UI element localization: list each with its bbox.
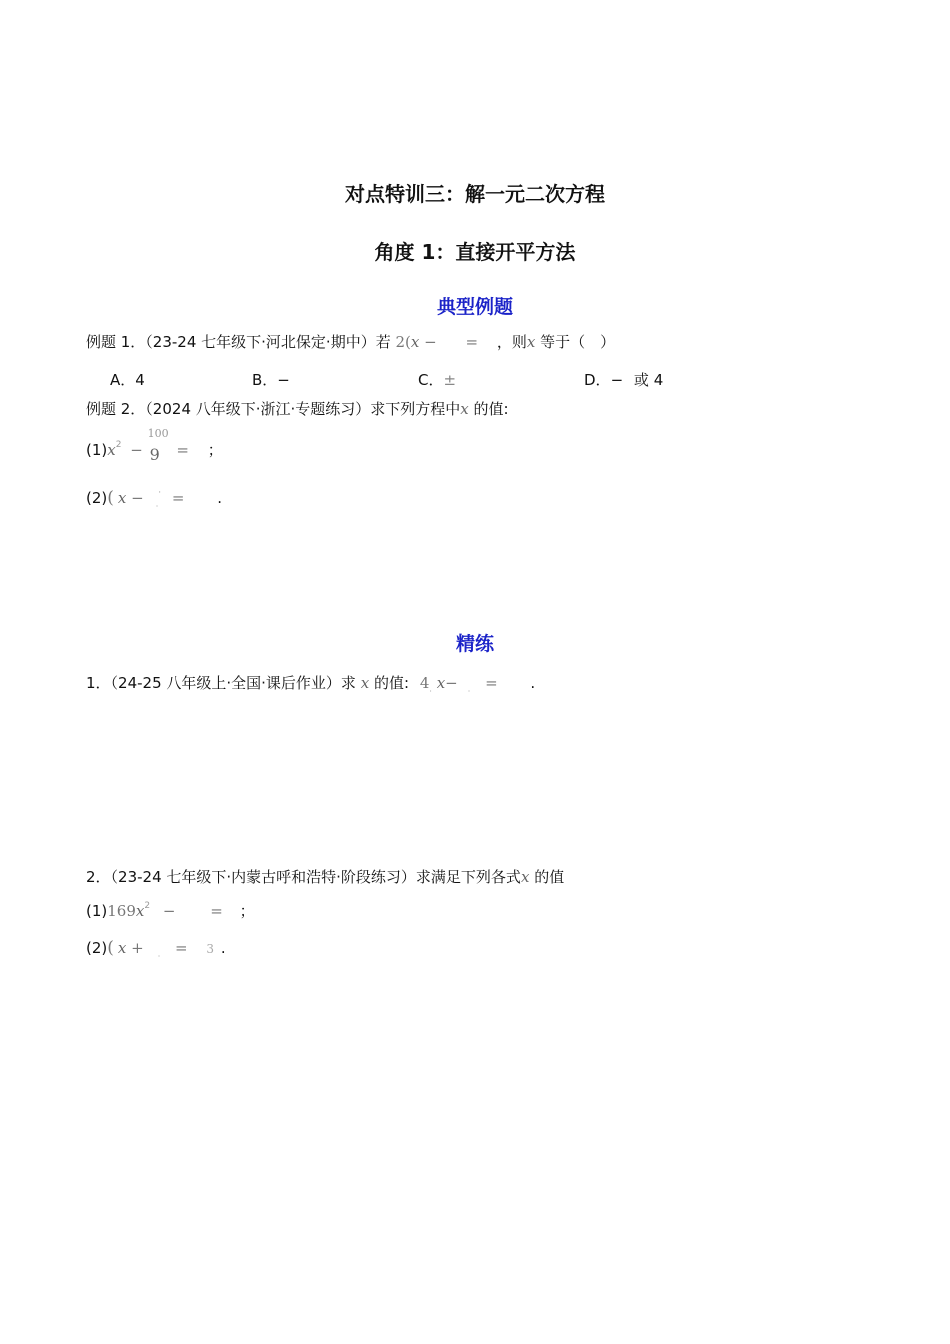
option-d-value: −: [610, 371, 624, 389]
q1-end: .: [530, 674, 536, 692]
q2-label: 2．（23-24 七年级下·内蒙古呼和浩特·阶段练习）求满足下列各式: [86, 868, 521, 886]
part-1-fraction: [147, 426, 170, 464]
option-d-tail: 或 4: [633, 371, 664, 389]
part-2-var: x: [117, 489, 127, 507]
part-1-number: (1): [86, 441, 108, 459]
q1-coef: 4: [419, 674, 430, 692]
example-2-tail: 的值:: [473, 400, 509, 418]
example-1-tail: 等于（ ）: [540, 333, 616, 351]
example-2-label: 例题 2．（2024 八年级下·浙江·专题练习）求下列方程中: [86, 400, 461, 418]
option-b-label: B．: [252, 371, 278, 389]
fraction-numerator: 100: [147, 426, 169, 440]
example-1-option-a: [110, 369, 145, 390]
section-heading-practice: 精练: [455, 633, 494, 655]
example-1-expr-minus: −: [424, 333, 437, 351]
practice-question-2: [86, 866, 564, 887]
option-c-value: ±: [443, 371, 457, 389]
option-c-label: C．: [418, 371, 444, 389]
option-b-value: −: [277, 371, 290, 389]
part-2-number: (2): [86, 489, 108, 507]
q1-label: 1．（24-25 八年级上·全国·课后作业）求: [86, 674, 356, 692]
q2-part-1-number: (1): [86, 902, 108, 920]
part-1-end: ；: [207, 441, 223, 459]
example-1-option-b: [252, 369, 290, 390]
q1-mid: 的值:: [373, 674, 410, 692]
q2-part-2-rhs: 3: [206, 942, 215, 956]
section-heading-examples: 典型例题: [436, 296, 513, 318]
q2-part-1-eq: =: [210, 902, 223, 920]
example-1-option-d: [584, 369, 663, 390]
example-1-expr-lead: 2(: [395, 333, 411, 351]
q2-part-2-plus: +: [131, 939, 144, 957]
q2-part-1-minus: −: [162, 902, 176, 920]
example-1-expr-eq: =: [465, 333, 479, 351]
q1-expr-minus: −: [445, 674, 458, 692]
part-2-eq: =: [171, 489, 185, 507]
q2-part-1: $(1)169x^2$ − = ；: [86, 901, 255, 920]
q2-tail: 的值: [534, 868, 565, 886]
q1-expr-var: x: [436, 674, 446, 692]
part-1-var: x: [107, 441, 116, 459]
option-a-value: 4: [135, 371, 145, 389]
q1-var: x: [360, 674, 370, 692]
q2-part-2-number: (2): [86, 939, 108, 957]
q2-part-2: (2)( x + $_\cdot$ = 3 .: [86, 938, 226, 961]
q2-part-2-paren: (: [107, 938, 114, 958]
example-1-question: [86, 331, 615, 352]
q2-var: x: [520, 868, 530, 886]
example-1-var: x: [526, 333, 536, 351]
q1-expr-eq: =: [485, 674, 498, 692]
q2-part-1-var: x: [135, 902, 145, 920]
part-2-minus: −: [131, 489, 144, 507]
page-title: 对点特训三：解一元二次方程: [345, 182, 605, 206]
example-2-var: x: [460, 400, 469, 418]
part-2-end: .: [217, 489, 223, 507]
q2-part-1-end: ；: [239, 902, 255, 920]
example-1-expr-var: x: [410, 333, 420, 351]
practice-question-1: 1．（24-25 八年级上·全国·课后作业）求 x 的值: $4_\cdot$ x− $_\cdot$ = .: [86, 674, 536, 696]
fraction-denominator: 9: [149, 444, 160, 464]
q2-part-1-coef: 169: [107, 902, 136, 920]
example-1-mid: ，则: [496, 333, 527, 351]
example-2-part-2: (2)( x − $_\cdot$· = .: [86, 488, 223, 511]
part-1-eq: =: [176, 441, 189, 459]
q2-part-2-eq: =: [175, 939, 188, 957]
example-1-label: 例题 1．（23-24 七年级下·河北保定·期中）若: [86, 333, 391, 351]
option-a-label: A．: [110, 371, 136, 389]
example-2-question: [86, 398, 509, 419]
option-d-label: D．: [584, 371, 611, 389]
example-2-part-1: $(1)x^2$ − 100 9 = ；: [86, 426, 223, 464]
part-1-minus: −: [130, 441, 143, 459]
part-2-paren: (: [107, 488, 114, 508]
page-subtitle: 角度 1：直接开平方法: [374, 240, 576, 264]
q2-part-2-end: .: [220, 939, 226, 957]
q2-part-2-var: x: [117, 939, 127, 957]
example-1-option-c: [418, 369, 456, 390]
